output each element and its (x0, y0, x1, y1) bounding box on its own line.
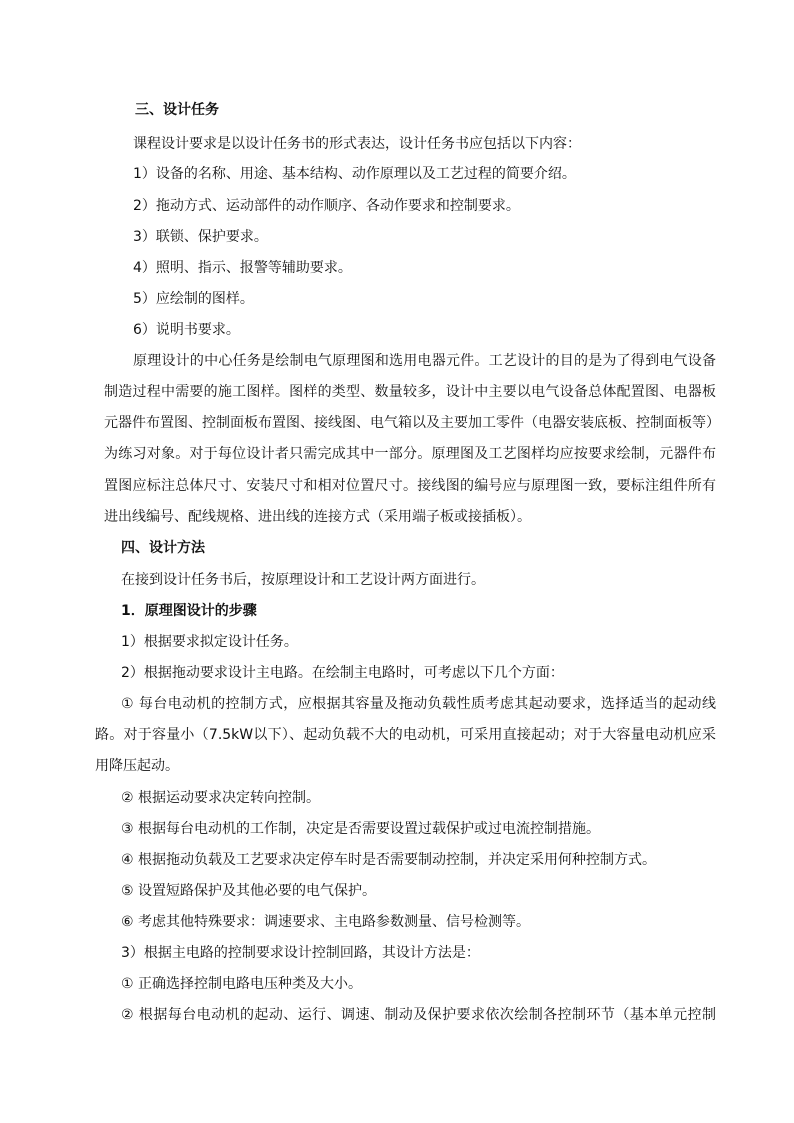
item-line: ③ 根据每台电动机的工作制，决定是否需要设置过载保护或过电流控制措施。 (121, 821, 600, 837)
list-item: 1）设备的名称、用途、基本结构、动作原理以及工艺过程的简要介绍。 (133, 166, 576, 182)
section-heading-3: 三、设计任务 (135, 102, 219, 118)
step-item: 3）根据主电路的控制要求设计控制回路，其设计方法是： (121, 945, 480, 961)
item-line: 路。对于容量小（7.5kW以下）、起动负载不大的电动机，可采用直接起动；对于大容量电动机应采 (95, 727, 716, 743)
item-line: ⑥ 考虑其他特殊要求：调速要求、主电路参数测量、信号检测等。 (121, 914, 530, 930)
list-item: 6）说明书要求。 (133, 322, 240, 338)
list-item: 2）拖动方式、运动部件的动作顺序、各动作要求和控制要求。 (133, 198, 520, 214)
paragraph-line: 原理设计的中心任务是绘制电气原理图和选用电器元件。工艺设计的目的是为了得到电气设备 (133, 353, 716, 369)
item-line: ⑤ 设置短路保护及其他必要的电气保护。 (121, 883, 376, 899)
item-line: ② 根据运动要求决定转向控制。 (121, 790, 321, 806)
item-line: ① 正确选择控制电路电压种类及大小。 (121, 976, 362, 992)
paragraph-line: 制造过程中需要的施工图样。图样的类型、数量较多，设计中主要以电气设备总体配置图、电器板 (104, 384, 716, 400)
list-item: 5）应绘制的图样。 (133, 291, 254, 307)
section-heading-4: 四、设计方法 (121, 540, 205, 556)
paragraph-line: 进出线编号、配线规格、进出线的连接方式（采用端子板或接插板）。 (104, 509, 531, 525)
list-item: 4）照明、指示、报警等辅助要求。 (133, 260, 352, 276)
step-item: 2）根据拖动要求设计主电路。在绘制主电路时，可考虑以下几个方面： (121, 665, 564, 681)
item-line: ④ 根据拖动负载及工艺要求决定停车时是否需要制动控制，并决定采用何种控制方式。 (121, 852, 656, 868)
intro-line: 课程设计要求是以设计任务书的形式表达，设计任务书应包括以下内容： (133, 136, 581, 152)
paragraph-line: 元器件布置图、控制面板布置图、接线图、电气箱以及主要加工零件（电器安装底板、控制面板等） (104, 415, 720, 431)
list-item: 3）联锁、保护要求。 (133, 229, 268, 245)
paragraph-line: 为练习对象。对于每位设计者只需完成其中一部分。原理图及工艺图样均应按要求绘制，元器件布 (104, 446, 716, 462)
item-line: ① 每台电动机的控制方式，应根据其容量及拖动负载性质考虑其起动要求，选择适当的起动线 (121, 696, 716, 712)
step-item: 1）根据要求拟定设计任务。 (121, 634, 298, 650)
method-intro: 在接到设计任务书后，按原理设计和工艺设计两方面进行。 (121, 572, 485, 588)
paragraph-line: 置图应标注总体尺寸、安装尺寸和相对位置尺寸。接线图的编号应与原理图一致，要标注组件所有 (104, 478, 716, 494)
item-line: ② 根据每台电动机的起动、运行、调速、制动及保护要求依次绘制各控制环节（基本单元控制 (121, 1007, 716, 1023)
item-line: 用降压起动。 (95, 758, 179, 774)
subheading-1: 1．原理图设计的步骤 (121, 603, 257, 619)
